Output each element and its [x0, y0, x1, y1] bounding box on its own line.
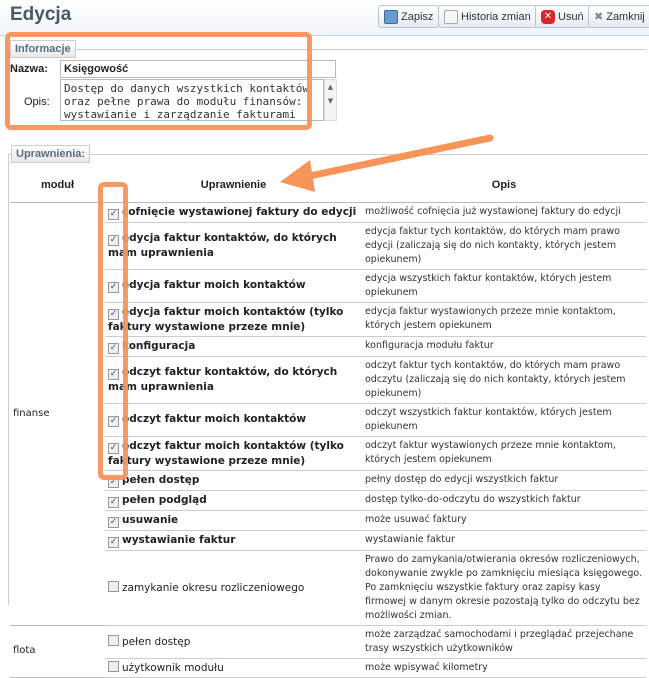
- permission-checkbox[interactable]: ✓: [109, 536, 118, 547]
- name-input[interactable]: Księgowość: [60, 60, 336, 78]
- permission-description: edycja faktur wystawionych przeze mnie kontaktom, których jestem opiekunem: [362, 302, 646, 336]
- table-row: [10, 658, 646, 677]
- permission-label: pełen dostęp: [122, 635, 191, 648]
- desc-label: Opis:: [24, 96, 50, 108]
- save-label: Zapisz: [401, 10, 434, 23]
- close-label: Zamknij: [606, 10, 645, 23]
- col-description: Opis: [362, 168, 646, 202]
- textarea-scrollbar[interactable]: ▲ ▼: [324, 79, 337, 121]
- module-name: flota: [10, 625, 105, 677]
- permission-label: pełen podgląd: [122, 493, 207, 506]
- page-title: Edycja: [10, 4, 72, 25]
- permission-label: wystawianie faktur: [122, 533, 236, 546]
- col-module: moduł: [10, 168, 105, 202]
- permission-description: konfiguracja modułu faktur: [362, 336, 646, 356]
- permission-checkbox[interactable]: ✓: [109, 282, 118, 292]
- permission-checkbox[interactable]: ✓: [109, 416, 118, 426]
- permission-label: pełen dostęp: [122, 473, 200, 486]
- permission-checkbox[interactable]: ✓: [109, 208, 118, 219]
- permission-description: odczyt faktur wystawionych przeze mnie kontaktom, których jestem opiekunem: [362, 436, 646, 470]
- permission-description: Prawo do zamykania/otwierania okresów rozliczeniowych, dokonywanie zwykle po zamknięciu miesiąca księgowego. Po zamknięciu wszystkie faktury oraz zapisy kasy firmowej w danym okresie pozostają tylko do odczytu bez możliwości zmian.: [362, 550, 646, 625]
- permission-checkbox[interactable]: ✓: [109, 369, 118, 379]
- delete-icon: ✕: [541, 10, 555, 24]
- permission-label: edycja faktur moich kontaktów: [122, 279, 306, 291]
- permission-checkbox[interactable]: [108, 635, 119, 646]
- permission-checkbox[interactable]: ✓: [109, 516, 118, 527]
- permission-label: konfiguracja: [122, 339, 196, 352]
- permission-label: użytkownik modułu: [122, 661, 224, 674]
- permission-description: edycja wszystkich faktur kontaktów, których jestem opiekunem: [362, 269, 646, 302]
- permission-cell: [105, 625, 362, 658]
- history-label: Historia zmian: [461, 10, 531, 23]
- permission-label: odczyt faktur moich kontaktów: [122, 413, 307, 425]
- permission-checkbox[interactable]: ✓: [109, 342, 118, 353]
- permission-description: wystawianie faktur: [362, 530, 646, 550]
- permission-label: odczyt faktur moich kontaktów (tylko faktury wystawione przeze mnie): [108, 439, 344, 467]
- permission-label: edycja faktur kontaktów, do których mam uprawnienia: [108, 232, 337, 259]
- permission-checkbox[interactable]: ✓: [109, 476, 118, 487]
- desc-textarea[interactable]: Dostęp do danych wszystkich kontaktów oraz pełne prawa do modułu finansów: wystawianie i zarządzanie fakturami: [60, 79, 324, 121]
- close-icon: ✖: [594, 11, 604, 23]
- permission-checkbox[interactable]: ✓: [109, 442, 118, 453]
- arrow-head: [280, 160, 315, 192]
- permission-checkbox[interactable]: [108, 661, 119, 672]
- permission-label: cofnięcie wystawionej faktury do edycji: [122, 205, 357, 218]
- module-name: finanse: [10, 202, 105, 625]
- permission-description: pełny dostęp do edycji wszystkich faktur: [362, 470, 646, 490]
- permission-description: możliwość cofnięcia już wystawionej faktury do edycji: [362, 202, 646, 222]
- name-label: Nazwa:: [10, 63, 48, 75]
- permission-checkbox[interactable]: ✓: [109, 235, 118, 245]
- permission-description: może wpisywać kilometry: [362, 658, 646, 677]
- permission-description: dostęp tylko-do-odczytu do wszystkich faktur: [362, 490, 646, 510]
- permission-label: usuwanie: [122, 513, 179, 526]
- permission-description: może zarządzać samochodami i przeglądać przejechane trasy wszystkich użytkowników: [362, 625, 646, 658]
- permission-label: odczyt faktur kontaktów, do których mam uprawnienia: [108, 366, 338, 393]
- permission-description: odczyt faktur tych kontaktów, do których mam prawo odczytu (zaliczają się do nich kontakty, których jestem opiekunem): [362, 356, 646, 403]
- permission-checkbox[interactable]: ✓: [109, 308, 118, 319]
- permission-description: może usuwać faktury: [362, 510, 646, 530]
- delete-label: Usuń: [558, 10, 584, 23]
- info-legend: Informacje: [10, 40, 76, 58]
- permissions-legend: Uprawnienia:: [11, 145, 90, 163]
- permission-label: edycja faktur moich kontaktów (tylko faktury wystawione przeze mnie): [108, 305, 344, 333]
- permission-description: edycja faktur tych kontaktów, do których mam prawo edycji (zaliczają się do nich kontakty, których jestem opiekunem): [362, 222, 646, 269]
- permission-label: zamykanie okresu rozliczeniowego: [122, 581, 305, 594]
- permission-description: odczyt wszystkich faktur kontaktów, których jestem opiekunem: [362, 403, 646, 436]
- col-permission: Uprawnienie: [105, 168, 362, 202]
- table-row: [10, 625, 646, 658]
- permission-cell: [105, 658, 362, 677]
- arrow-shaft: [300, 138, 490, 178]
- permission-checkbox[interactable]: ✓: [109, 496, 118, 507]
